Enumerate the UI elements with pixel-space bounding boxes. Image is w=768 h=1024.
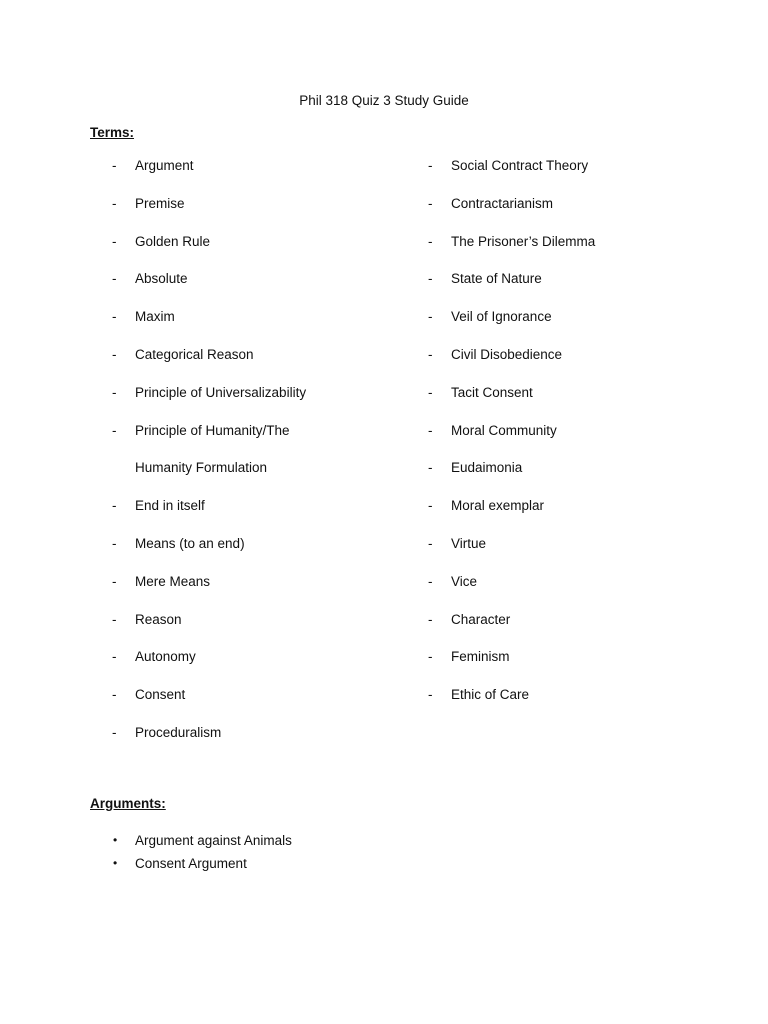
term-label: Maxim xyxy=(135,309,175,325)
term-item xyxy=(428,336,728,374)
argument-label: Consent Argument xyxy=(135,856,247,871)
term-item xyxy=(112,374,412,412)
term-label: Absolute xyxy=(135,271,188,287)
term-item xyxy=(428,412,728,450)
term-item xyxy=(112,336,412,374)
term-label: Social Contract Theory xyxy=(451,158,589,173)
term-item xyxy=(428,487,728,525)
dash-marker: - xyxy=(112,309,117,325)
term-label: Contractarianism xyxy=(451,195,554,211)
term-item xyxy=(428,525,728,563)
term-item xyxy=(112,147,412,185)
dash-marker: - xyxy=(428,460,433,476)
terms-list-right xyxy=(428,157,728,714)
term-item xyxy=(428,298,728,336)
term-label: Veil of Ignorance xyxy=(451,309,552,325)
term-label: Eudaimonia xyxy=(451,460,523,476)
dash-marker: - xyxy=(112,346,117,362)
term-label: Moral Community xyxy=(451,422,557,438)
dash-marker: - xyxy=(428,195,433,211)
term-item xyxy=(112,676,412,714)
term-label: Proceduralism xyxy=(135,724,222,740)
dash-marker: - xyxy=(428,687,433,703)
term-item xyxy=(428,638,728,676)
term-item xyxy=(428,185,728,223)
term-label-continuation: Humanity Formulation xyxy=(135,460,268,476)
list-item xyxy=(112,852,292,875)
bullet-marker: • xyxy=(113,833,118,847)
term-item xyxy=(112,298,412,336)
term-item xyxy=(428,601,728,639)
term-item xyxy=(112,638,412,676)
term-item xyxy=(428,449,728,487)
term-label: The Prisoner’s Dilemma xyxy=(451,233,596,249)
dash-marker: - xyxy=(428,611,433,627)
dash-marker: - xyxy=(112,195,117,211)
term-label: Argument xyxy=(135,158,194,173)
dash-marker: - xyxy=(428,535,433,551)
term-item xyxy=(428,147,728,185)
term-item xyxy=(112,260,412,298)
term-label: Character xyxy=(451,611,511,627)
term-label: Civil Disobedience xyxy=(451,346,563,362)
dash-marker: - xyxy=(112,498,117,514)
term-label: End in itself xyxy=(135,498,205,514)
dash-marker: - xyxy=(428,309,433,325)
argument-label: Argument against Animals xyxy=(135,833,292,848)
dash-marker: - xyxy=(112,687,117,703)
arguments-list xyxy=(112,829,292,875)
dash-marker: - xyxy=(112,233,117,249)
arguments-heading: Arguments: xyxy=(90,796,166,811)
dash-marker: - xyxy=(428,422,433,438)
term-label: Principle of Universalizability xyxy=(135,384,307,400)
term-label: Reason xyxy=(135,611,182,627)
term-item xyxy=(112,185,412,223)
list-item xyxy=(112,829,292,852)
term-item xyxy=(428,223,728,261)
terms-list-left xyxy=(112,157,412,752)
bullet-marker: • xyxy=(113,856,118,870)
dash-marker: - xyxy=(428,649,433,665)
term-label: State of Nature xyxy=(451,271,542,287)
dash-marker: - xyxy=(428,498,433,514)
term-label: Feminism xyxy=(451,649,510,665)
term-item xyxy=(428,563,728,601)
dash-marker: - xyxy=(428,346,433,362)
term-item xyxy=(428,374,728,412)
dash-marker: - xyxy=(112,573,117,589)
term-label: Autonomy xyxy=(135,649,196,665)
term-label: Golden Rule xyxy=(135,233,211,249)
term-item xyxy=(112,714,412,752)
terms-heading: Terms: xyxy=(90,125,135,140)
dash-marker: - xyxy=(112,649,117,665)
term-label: Premise xyxy=(135,195,185,211)
dash-marker: - xyxy=(428,158,433,173)
term-label: Consent xyxy=(135,687,186,703)
term-item xyxy=(112,525,412,563)
dash-marker: - xyxy=(112,158,117,173)
dash-marker: - xyxy=(428,573,433,589)
term-item xyxy=(112,487,412,525)
dash-marker: - xyxy=(112,535,117,551)
term-item xyxy=(112,563,412,601)
term-item xyxy=(428,676,728,714)
dash-marker: - xyxy=(428,233,433,249)
term-label: Ethic of Care xyxy=(451,687,530,703)
dash-marker: - xyxy=(428,271,433,287)
term-label: Moral exemplar xyxy=(451,498,545,514)
dash-marker: - xyxy=(112,384,117,400)
term-label: Mere Means xyxy=(135,573,211,589)
term-label: Vice xyxy=(451,573,478,589)
term-label: Virtue xyxy=(451,535,487,551)
dash-marker: - xyxy=(112,724,117,740)
term-label: Principle of Humanity/The xyxy=(135,422,290,438)
dash-marker: - xyxy=(112,611,117,627)
term-item xyxy=(112,601,412,639)
dash-marker: - xyxy=(112,422,117,438)
page-title: Phil 318 Quiz 3 Study Guide xyxy=(299,93,469,108)
term-label: Tacit Consent xyxy=(451,384,533,400)
term-label: Categorical Reason xyxy=(135,346,254,362)
term-item xyxy=(112,412,412,488)
term-label: Means (to an end) xyxy=(135,535,245,551)
term-item xyxy=(112,223,412,261)
term-item xyxy=(428,260,728,298)
dash-marker: - xyxy=(112,271,117,287)
dash-marker: - xyxy=(428,384,433,400)
